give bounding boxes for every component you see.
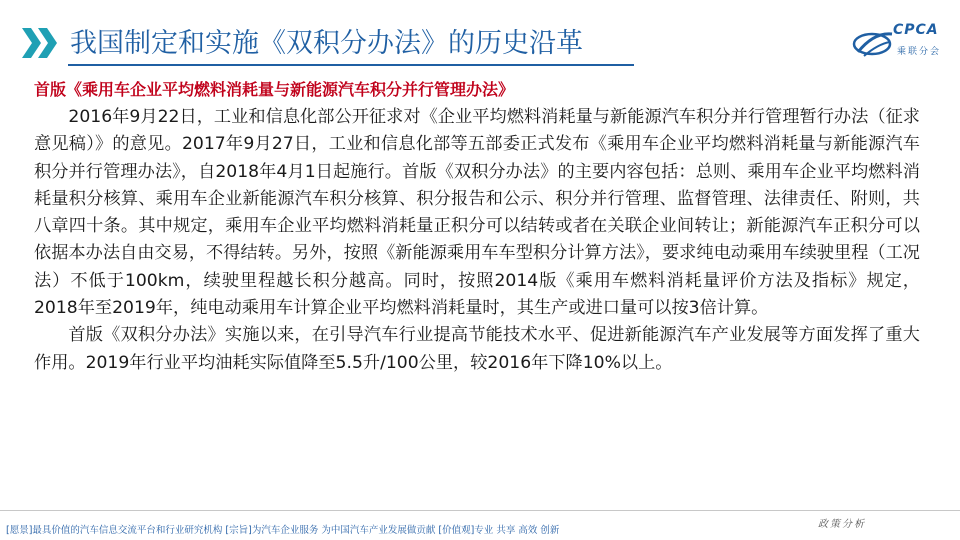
body-paragraph-1: 2016年9月22日，工业和信息化部公开征求对《企业平均燃料消耗量与新能源汽车积分并行管理暂行办法（征求意见稿）》的意见。2017年9月27日，工业和信息化部等五部委正式发布《乘用车企业平均燃料消耗量与新能源汽车积分并行管理办法》，自2018年4月1日起施行。首版《双积分办法》的主要内容包括：总则、乘用车企业平均燃料消耗量积分核算、乘用车企业新能源汽车积分核算、积分报告和公示、积分并行管理、监督管理、法律责任、附则，共八章四十条。其中规定，乘用车企业平均燃料消耗量正积分可以结转或者在关联企业间转让；新能源汽车正积分可以依据本办法自由交易，不得结转。另外，按照《新能源乘用车车型积分计算方法》，要求纯电动乘用车续驶里程（工况法）不低于100km，续驶里程越长积分越高。同时，按照2014版《乘用车燃料消耗量评价方法及指标》规定，2018年至2019年，纯电动乘用车计算企业平均燃料消耗量时，其生产或进口量可以按3倍计算。 — [34, 107, 920, 319]
double-chevron-icon — [22, 28, 62, 58]
slide-header — [0, 0, 960, 72]
section-subheading: 首版《乘用车企业平均燃料消耗量与新能源汽车积分并行管理办法》 — [34, 80, 515, 99]
footer-divider — [0, 510, 960, 511]
footer-mission-text: [愿景]最具价值的汽车信息交流平台和行业研究机构 [宗旨]为汽车企业服务 为中国汽车产业发展做贡献 [价值观]专业 共享 高效 创新 — [6, 525, 560, 536]
main-content — [34, 78, 920, 377]
logo-subtext: 乘联分会 — [897, 47, 942, 57]
title-underline — [68, 64, 634, 66]
logo-text: CPCA — [893, 22, 939, 38]
footer-section-label: 政策分析 — [818, 519, 866, 530]
body-paragraph-2: 首版《双积分办法》实施以来，在引导汽车行业提高节能技术水平、促进新能源汽车产业发展等方面发挥了重大作用。2019年行业平均油耗实际值降至5.5升/100公里，较2016年下降10%以上。 — [34, 325, 920, 373]
page-title: 我国制定和实施《双积分办法》的历史沿革 — [70, 28, 583, 59]
